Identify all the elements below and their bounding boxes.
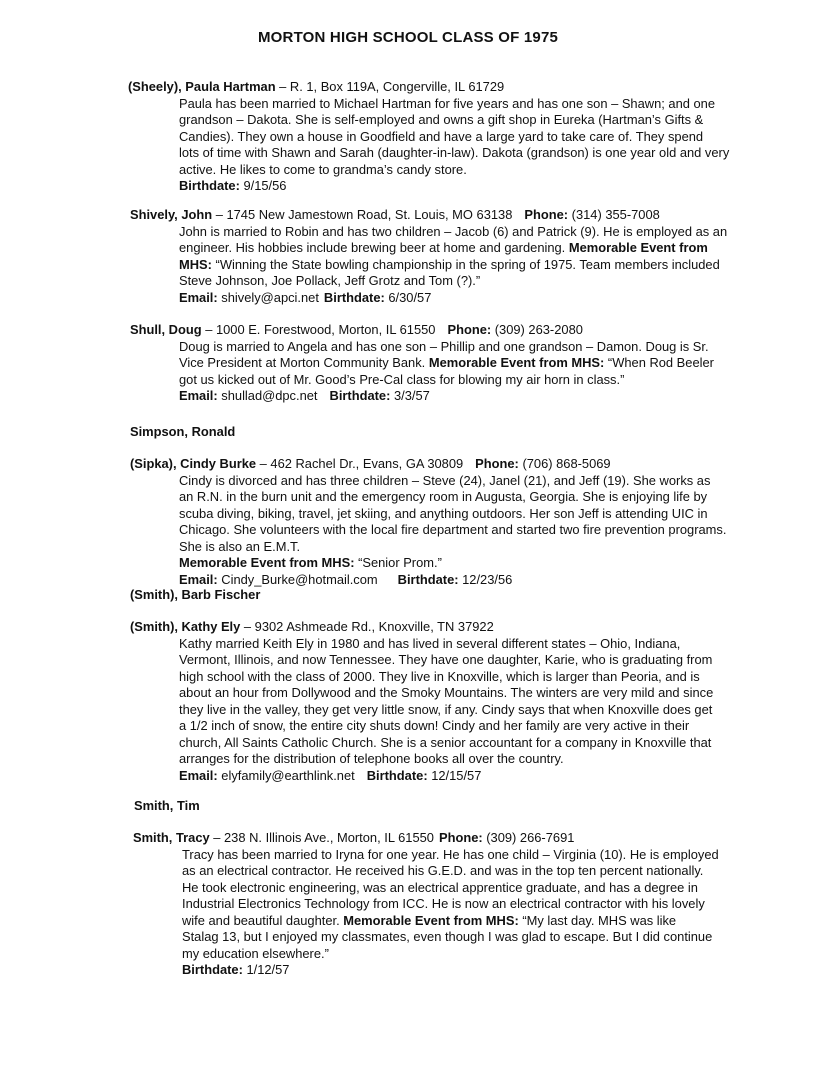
entry-smith-tracy <box>133 830 793 979</box>
birthdate-label: Birthdate: <box>397 571 459 587</box>
entry-fields <box>179 388 790 405</box>
entry-fields <box>179 178 790 195</box>
entry-body: Tracy has been married to Iryna for one year. He has one child – Virginia (10). He is employed as an electrical contractor. He received his G.E.D. and was in the top ten percent nationally. He took electronic engineering, was an electrical apprentice graduate, and has a degree in Industrial Electronics Technology from ICC. He is now an electrical contractor with his lovely wife and beautiful daughter. Memorable Event from MHS: “My last day. MHS was like Stalag 13, but I enjoyed my classmates, even though I was glad to escape. But I did continue my education elsewhere.” <box>182 846 719 961</box>
memorable-label: Memorable Event from MHS: <box>428 355 605 370</box>
entry-smith-barb-fischer <box>130 587 790 604</box>
phone-value: (314) 355-7008 <box>571 207 660 222</box>
entry-shively-john <box>130 207 790 306</box>
entry-fields <box>179 290 790 307</box>
entry-name: Shull, Doug <box>130 322 202 337</box>
birthdate-label: Birthdate: <box>366 767 428 783</box>
phone-value: (309) 263-2080 <box>494 322 583 337</box>
email-label: Email: <box>179 767 218 783</box>
entry-smith-tim <box>134 798 794 815</box>
entry-name: Smith, Tracy <box>133 830 210 845</box>
entry-body: John is married to Robin and has two children – Jacob (6) and Patrick (9). He is employed as an engineer. His hobbies include brewing beer at home and gardening. Memorable Event from MHS: “Winning the State bowling championship in the spring of 1975. Team members included Steve Johnson, Joe Pollack, Jeff Grotz and Tom (?).” <box>179 223 728 288</box>
birthdate-value: 1/12/57 <box>246 962 290 977</box>
birthdate-label: Birthdate: <box>179 178 240 193</box>
birthdate-label: Birthdate: <box>329 388 391 403</box>
memorable-label: Memorable Event from MHS: <box>343 912 519 928</box>
entry-name: (Smith), Kathy Ely <box>130 619 241 634</box>
entry-simpson-ronald <box>130 424 790 441</box>
entry-shull-doug <box>130 322 790 405</box>
birthdate-label: Birthdate: <box>323 289 385 305</box>
email-label: Email: <box>179 388 218 403</box>
birthdate-label: Birthdate: <box>182 962 243 977</box>
birthdate-value: 12/15/57 <box>431 767 482 783</box>
email-value: elyfamily@earthlink.net <box>221 767 355 783</box>
phone-label: Phone: <box>447 322 492 337</box>
entry-name: Shively, John <box>130 207 213 222</box>
birthdate-value: 3/3/57 <box>393 388 430 403</box>
phone-value: (706) 868-5069 <box>522 456 611 471</box>
entry-name: Simpson, Ronald <box>130 424 236 439</box>
birthdate-value: 9/15/56 <box>243 178 287 193</box>
email-value: shively@apci.net <box>221 289 319 305</box>
entry-body: Paula has been married to Michael Hartman for five years and has one son – Shawn; and one grandson – Dakota. She is self-employed and owns a gift shop in Eureka (Hartman’s Gifts & Candies). They own a house in Goodfield and have a large yard to take care of. They spend lots of time with Shawn and Sarah (daughter-in-law). Dakota (grandson) is one year old and very active. He likes to come to grandma’s candy store. <box>179 95 730 177</box>
phone-label: Phone: <box>438 830 483 845</box>
entry-address: – R. 1, Box 119A, Congerville, IL 61729 <box>275 79 505 94</box>
memorable-label: Memorable Event from MHS: <box>179 555 355 570</box>
entry-name: Smith, Tim <box>134 798 200 813</box>
entry-address: – 238 N. Illinois Ave., Morton, IL 61550 <box>209 830 434 845</box>
phone-label: Phone: <box>524 207 569 222</box>
memorable-label-cont: MHS: <box>179 256 212 272</box>
email-value: Cindy_Burke@hotmail.com <box>221 571 378 587</box>
entry-fields <box>182 962 793 979</box>
entry-fields <box>179 768 790 785</box>
entry-address: – 9302 Ashmeade Rd., Knoxville, TN 37922 <box>240 619 494 634</box>
email-label: Email: <box>179 571 218 587</box>
memorable-value: “Senior Prom.” <box>358 555 442 570</box>
entry-name: (Sheely), Paula Hartman <box>128 79 276 94</box>
entry-body: Cindy is divorced and has three children – Steve (24), Janel (21), and Jeff (19). She works as an R.N. in the burn unit and the emergency room in Augusta, Georgia. She is enjoying life by scuba diving, biking, travel, jet skiing, and anything outdoors. Her son Jeff is attending UIC in Chicago. She volunteers with the local fire department and started two fire prevention programs. She is also an E.M.T. Memorable Event from MHS: “Senior Prom.” <box>179 472 727 570</box>
memorable-label: Memorable Event from <box>568 240 708 255</box>
phone-label: Phone: <box>475 456 519 471</box>
entry-address: – 1745 New Jamestown Road, St. Louis, MO 63138 <box>212 207 513 222</box>
phone-value: (309) 266-7691 <box>486 830 575 845</box>
entry-address: – 1000 E. Forestwood, Morton, IL 61550 <box>201 322 436 337</box>
entry-sheely-paula-hartman <box>130 79 790 195</box>
entry-smith-kathy-ely <box>130 619 790 784</box>
birthdate-value: 12/23/56 <box>462 571 513 587</box>
entry-address: – 462 Rachel Dr., Evans, GA 30809 <box>256 456 464 471</box>
entry-sipka-cindy-burke <box>130 456 790 588</box>
entry-name: (Sipka), Cindy Burke <box>130 456 257 471</box>
email-value: shullad@dpc.net <box>221 388 318 403</box>
page-title: MORTON HIGH SCHOOL CLASS OF 1975 <box>257 29 559 46</box>
entry-body: Doug is married to Angela and has one son – Phillip and one grandson – Damon. Doug is Sr. Vice President at Morton Community Bank. Memorable Event from MHS: “When Rod Beeler got us kicked out of Mr. Good’s Pre-Cal class for blowing my air horn in class.” <box>179 338 714 387</box>
birthdate-value: 6/30/57 <box>388 289 432 305</box>
entry-body: Kathy married Keith Ely in 1980 and has lived in several different states – Ohio, Indiana, Vermont, Illinois, and now Tennessee. They have one daughter, Karie, who is graduating from high school with the class of 2000. They live in Knoxville, which is larger than Peoria, and is about an hour from Dollywood and the Smoky Mountains. The winters are very mild and since they live in the valley, they get very little snow, if any. Cindy says that when Knoxville does get a 1/2 inch of snow, the entire city shuts down! Cindy and her family are very active in their church, All Saints Catholic Church. She is a senior accountant for a company in Knoxville that arranges for the distribution of telephone books all over the country. <box>179 635 714 766</box>
entry-name: (Smith), Barb Fischer <box>130 587 261 602</box>
entry-fields <box>179 572 790 589</box>
email-label: Email: <box>179 289 218 305</box>
